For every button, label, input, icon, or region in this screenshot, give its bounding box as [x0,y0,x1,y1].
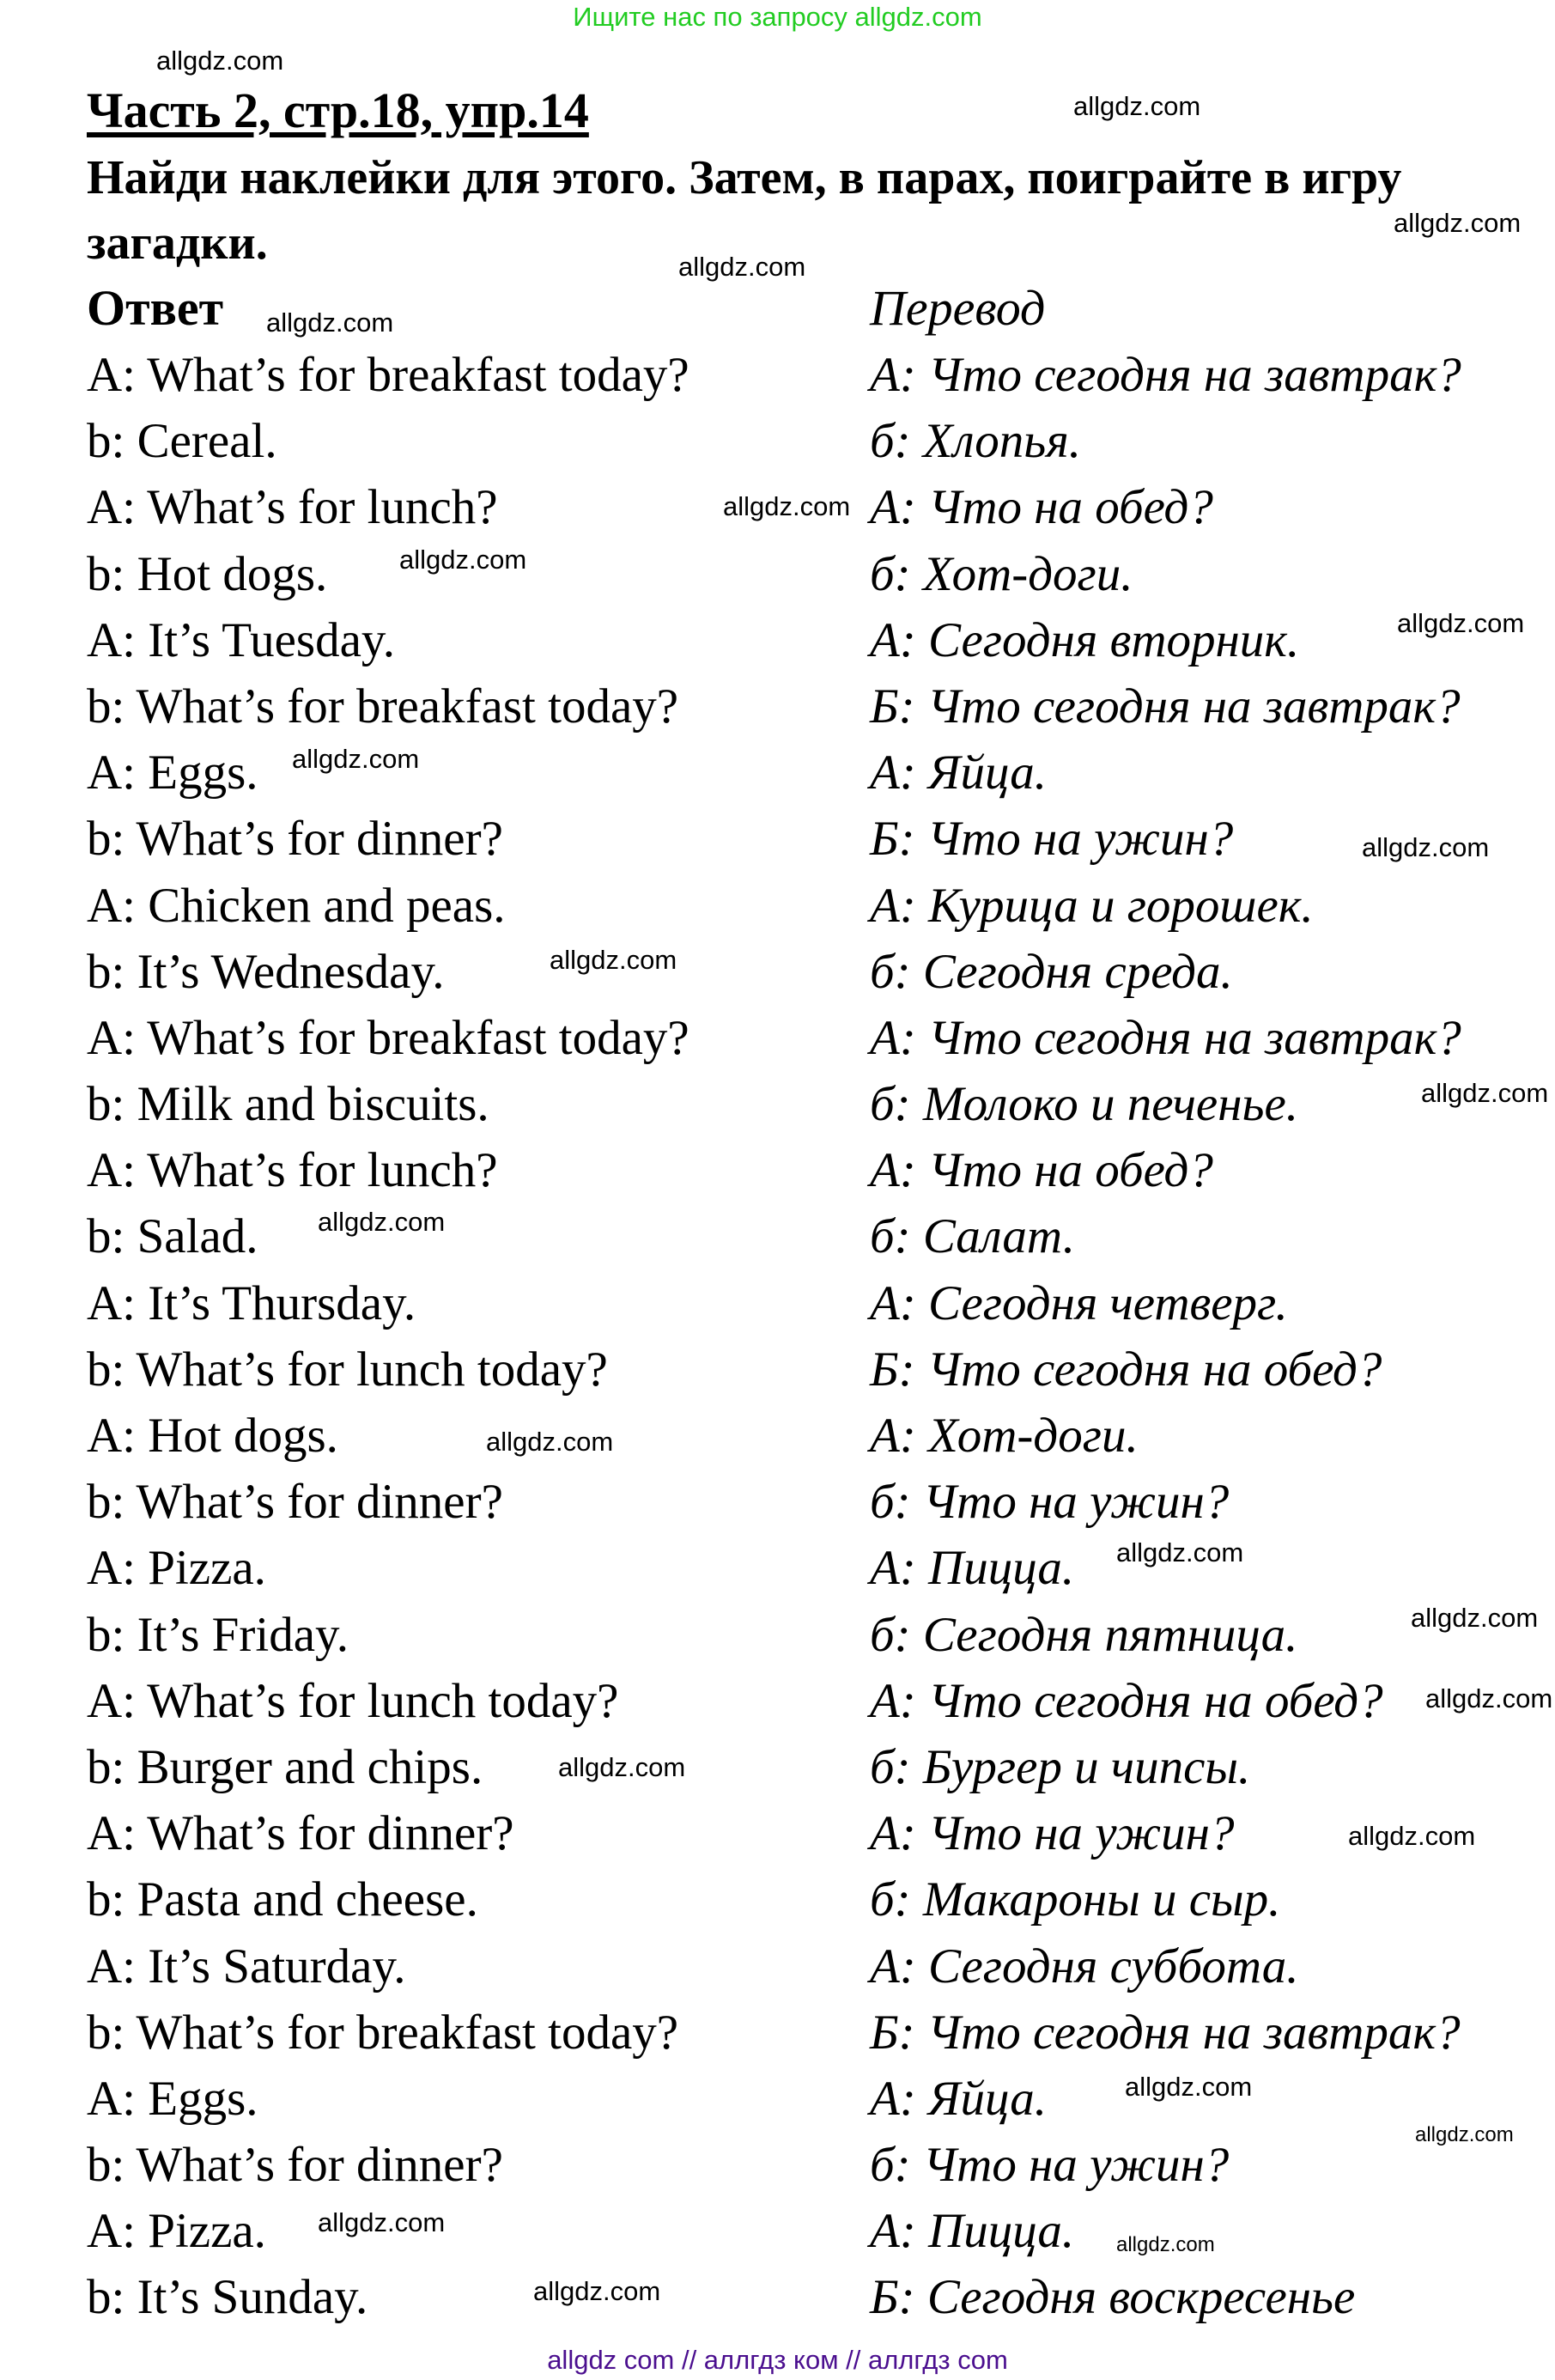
page-title: Часть 2, стр.18, упр.14 [87,82,589,138]
watermark-text: allgdz.com [156,46,284,76]
dialogue-row [0,1933,1555,2000]
watermark-text: allgdz.com [678,252,806,282]
dialogue-row [0,1137,1555,1203]
watermark-text: allgdz.com [1125,2072,1253,2102]
english-line: A: What’s for lunch today? [87,1673,619,1728]
footer-text: allgdz com // аллгдз ком // аллгдз com [547,2345,1008,2375]
english-line: b: Hot dogs. [87,546,328,601]
watermark-text: allgdz.com [1397,608,1525,638]
russian-translation: А: Пицца. [870,1541,1075,1596]
russian-translation: б: Хлопья. [870,414,1081,469]
russian-translation: А: Яйца. [870,746,1047,800]
russian-translation: б: Что на ужин? [870,2138,1230,2193]
dialogue-row [0,2000,1555,2066]
watermark-text: allgdz.com [318,1207,446,1237]
dialogue-row [0,1403,1555,1469]
english-line: A: Pizza. [87,1541,266,1596]
dialogue-row [0,1602,1555,1668]
dialogue-row [0,1668,1555,1734]
dialogue-row [0,740,1555,806]
answer-heading: Ответ [87,280,224,336]
english-line: A: It’s Saturday. [87,1939,406,1993]
watermark-text: allgdz.com [1411,1603,1539,1633]
russian-translation: А: Что на обед? [870,480,1213,535]
watermark-text: allgdz.com [1362,832,1490,862]
translation-heading: Перевод [870,280,1046,336]
dialogue-row [0,2264,1555,2330]
watermark-text: allgdz.com [1348,1821,1476,1851]
russian-translation: А: Сегодня вторник. [870,612,1300,667]
russian-translation: А: Хот-доги. [870,1409,1139,1463]
russian-translation: А: Курица и горошек. [870,878,1314,933]
watermark-text: allgdz.com [399,545,527,575]
watermark-text: allgdz.com [558,1752,686,1782]
task-text-line-2: загадки. [87,216,268,270]
english-line: A: What’s for lunch? [87,480,498,535]
dialogue-row [0,1005,1555,1071]
watermark-text: allgdz.com [1425,1683,1553,1713]
dialogue-row [0,2066,1555,2132]
dialogue-row [0,541,1555,607]
english-line: b: Pasta and cheese. [87,1872,478,1927]
russian-translation: б: Салат. [870,1209,1075,1264]
english-line: b: What’s for breakfast today? [87,679,679,733]
dialogue-row [0,873,1555,939]
english-line: b: It’s Friday. [87,1607,349,1662]
dialogue-table [0,342,1555,2331]
english-line: A: What’s for lunch? [87,1143,498,1198]
english-line: b: Cereal. [87,414,277,469]
russian-translation: А: Что сегодня на завтрак? [870,1010,1461,1065]
dialogue-row [0,673,1555,740]
dialogue-row [0,1469,1555,1535]
english-line: A: Eggs. [87,746,258,800]
english-line: b: It’s Sunday. [87,2270,368,2325]
english-line: A: Eggs. [87,2071,258,2126]
english-line: A: It’s Thursday. [87,1275,416,1330]
dialogue-row [0,939,1555,1005]
english-line: b: What’s for dinner? [87,812,503,867]
watermark-text: allgdz.com [1116,1537,1244,1567]
dialogue-row [0,1071,1555,1137]
russian-translation: Б: Что сегодня на завтрак? [870,2005,1461,2060]
russian-translation: А: Сегодня суббота. [870,1939,1299,1993]
english-line: b: What’s for lunch today? [87,1342,608,1397]
watermark-text: allgdz.com [1415,2123,1514,2146]
watermark-text: allgdz.com [486,1427,614,1457]
english-line: A: Chicken and peas. [87,878,506,933]
dialogue-row [0,1800,1555,1866]
watermark-text: allgdz.com [1073,91,1201,121]
watermark-text: allgdz.com [1394,208,1522,238]
dialogue-row [0,607,1555,673]
russian-translation: б: Макароны и сыр. [870,1872,1281,1927]
russian-translation: б: Молоко и печенье. [870,1077,1299,1132]
dialogue-row [0,1203,1555,1269]
english-line: A: Hot dogs. [87,1409,338,1463]
dialogue-row [0,2132,1555,2198]
watermark-text: allgdz.com [550,945,677,975]
english-line: A: Pizza. [87,2204,266,2259]
english-line: b: It’s Wednesday. [87,944,445,999]
dialogue-row [0,2198,1555,2264]
english-line: b: What’s for dinner? [87,1475,503,1530]
dialogue-row [0,1734,1555,1800]
russian-translation: Б: Что сегодня на обед? [870,1342,1382,1397]
english-line: b: What’s for breakfast today? [87,2005,679,2060]
russian-translation: б: Сегодня пятница. [870,1607,1298,1662]
english-line: A: What’s for breakfast today? [87,1010,689,1065]
dialogue-row [0,1270,1555,1336]
english-line: b: Burger and chips. [87,1739,483,1794]
english-line: A: It’s Tuesday. [87,612,395,667]
english-line: A: What’s for breakfast today? [87,348,689,402]
watermark-text: allgdz.com [292,744,420,774]
russian-translation: А: Сегодня четверг. [870,1275,1288,1330]
russian-translation: А: Что на обед? [870,1143,1213,1198]
dialogue-row [0,1336,1555,1403]
russian-translation: А: Что сегодня на завтрак? [870,348,1461,402]
dialogue-row [0,342,1555,408]
russian-translation: б: Бургер и чипсы. [870,1739,1251,1794]
dialogue-row [0,806,1555,872]
watermark-text: allgdz.com [318,2207,446,2237]
russian-translation: б: Хот-доги. [870,546,1133,601]
russian-translation: А: Яйца. [870,2071,1047,2126]
russian-translation: б: Сегодня среда. [870,944,1233,999]
english-line: b: Milk and biscuits. [87,1077,489,1132]
top-banner: Ищите нас по запросу allgdz.com [573,2,982,32]
task-text-line-1: Найди наклейки для этого. Затем, в парах, поиграйте в игру [87,151,1402,204]
watermark-text: allgdz.com [533,2276,661,2306]
russian-translation: А: Что сегодня на обед? [870,1673,1383,1728]
russian-translation: Б: Что сегодня на завтрак? [870,679,1461,733]
russian-translation: б: Что на ужин? [870,1475,1230,1530]
watermark-text: allgdz.com [1116,2233,1215,2256]
russian-translation: Б: Что на ужин? [870,812,1234,867]
russian-translation: А: Что на ужин? [870,1806,1235,1861]
watermark-text: allgdz.com [723,491,851,521]
dialogue-row [0,1866,1555,1933]
english-line: b: Salad. [87,1209,258,1264]
dialogue-row [0,408,1555,474]
english-line: A: What’s for dinner? [87,1806,514,1861]
dialogue-row [0,1535,1555,1601]
watermark-text: allgdz.com [1421,1078,1549,1108]
russian-translation: Б: Сегодня воскресенье [870,2270,1356,2325]
russian-translation: А: Пицца. [870,2204,1075,2259]
english-line: b: What’s for dinner? [87,2138,503,2193]
watermark-text: allgdz.com [266,307,394,338]
